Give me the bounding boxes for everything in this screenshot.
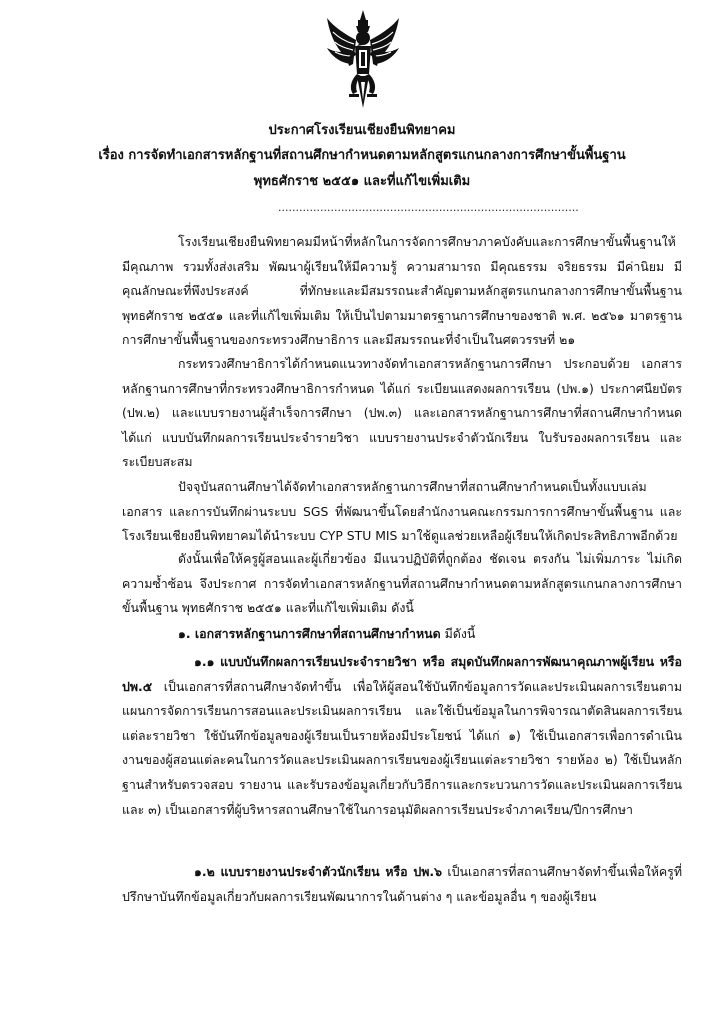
section-1-heading [122,622,682,647]
dotted-divider: ...................................................................................... [278,201,579,214]
section-1-2-text: เป็นเอกสารที่สถานศึกษาจัดทำขึ้นเพื่อให้ครูที่ปรึกษาบันทึกข้อมูลเกี่ยวกับผลการเรียนพัฒนาการในด้านต่าง ๆ และข้อมูลอื่น ๆ ของผู้เรียน [122,864,683,904]
section-1-1 [122,650,682,822]
paragraph-2 [122,352,682,475]
announcement-title: ประกาศโรงเรียนเชียงยืนพิทยาคม [268,123,456,138]
section-1-suffix: มีดังนี้ [440,626,476,641]
section-1-1-text: เป็นเอกสารที่สถานศึกษาจัดทำขึ้น เพื่อให้ผู้สอนใช้บันทึกข้อมูลการวัดและประเมินผลการเรียนตามแผนการจัดการเรียนการสอนและประเมินผลการเรียน และใช้เป็นข้อมูลในการพิจารณาตัดสินผลการเรียนแต่ละรายวิชา ใช้บันทึกข้อมูลของผู้เรียนเป็นรายห้องมีประโยชน์ ได้แก่ ๑) ใช้เป็นเอกสารเพื่อการดำเนินงานของผู้สอนแต่ละคนในการวัดและประเมินผลการเรียนของผู้เรียนแต่ละรายวิชา รายห้อง ๒) ใช้เป็นหลักฐานสำหรับตรวจสอบ รายงาน และรับรองข้อมูลเกี่ยวกับวิธีการและกระบวนการวัดและประเมินผลการเรียน และ ๓) เป็นเอกสารที่ผู้บริหารสถานศึกษาใช้ในการอนุมัติผลการเรียนประจำภาคเรียน/ปีการศึกษา [122,678,682,817]
paragraph-1 [122,230,682,353]
paragraph-4 [122,547,682,621]
section-1-1-title: ๑.๑ แบบบันทึกผลการเรียนประจำรายวิชา หรือ สมุดบันทึกผลการพัฒนาคุณภาพผู้เรียน หรือ ปพ.๕ [122,654,682,694]
announcement-edition: พุทธศักราช ๒๕๕๑ และที่แก้ไขเพิ่มเติม [253,174,471,189]
section-1-2-title: ๑.๒ แบบรายงานประจำตัวนักเรียน หรือ ปพ.๖ [194,864,442,879]
announcement-subject: เรื่อง การจัดทำเอกสารหลักฐานที่สถานศึกษากำหนดตามหลักสูตรแกนกลางการศึกษาขั้นพื้นฐาน [98,148,626,163]
paragraph-1-text: โรงเรียนเชียงยืนพิทยาคมมีหน้าที่หลักในการจัดการศึกษาภาคบังคับและการศึกษาขั้นพื้นฐานให้มีคุณภาพ รวมทั้งส่งเสริม พัฒนาผู้เรียนให้มีความรู้ ความสามารถ มีคุณธรรม จริยธรรม มีค่านิยม มีคุณลักษณะที่พึงประสงค์ ที่ทักษะและมีสมรรถนะสำคัญตามหลักสูตรแกนกลางการศึกษาขั้นพื้นฐาน พุทธศักราช ๒๕๕๑ และที่แก้ไขเพิ่มเติม ให้เป็นไปตามมาตรฐานการศึกษาของชาติ พ.ศ. ๒๕๖๑ มาตรฐานการศึกษาขั้นพื้นฐานของกระทรวงศึกษาธิการ และมีสมรรถนะที่จำเป็นในศตวรรษที่ ๒๑ [122,234,682,348]
section-1-2 [122,860,682,909]
paragraph-2-text: กระทรวงศึกษาธิการได้กำหนดแนวทางจัดทำเอกสารหลักฐานการศึกษา ประกอบด้วย เอกสารหลักฐานการศึกษาที่กระทรวงศึกษาธิการกำหนด ได้แก่ ระเบียนแสดงผลการเรียน (ปพ.๑) ประกาศนียบัตร (ปพ.๒) และแบบรายงานผู้สำเร็จการศึกษา (ปพ.๓) และเอกสารหลักฐานการศึกษาที่สถานศึกษากำหนด ได้แก่ แบบบันทึกผลการเรียนประจำรายวิชา แบบรายงานประจำตัวนักเรียน ใบรับรองผลการเรียน และระเบียบสะสม [122,356,682,470]
section-1-title: ๑. เอกสารหลักฐานการศึกษาที่สถานศึกษากำหนด [178,626,441,641]
garuda-emblem-icon [323,8,403,110]
paragraph-3-text: ปัจจุบันสถานศึกษาได้จัดทำเอกสารหลักฐานการศึกษาที่สถานศึกษากำหนดเป็นทั้งแบบเล่มเอกสาร และการบันทึกผ่านระบบ SGS ที่พัฒนาขึ้นโดยสำนักงานคณะกรรมการการศึกษาขั้นพื้นฐาน และโรงเรียนเชียงยืนพิทยาคมได้นำระบบ CYP STU MIS มาใช้ดูแลช่วยเหลือผู้เรียนให้เกิดประสิทธิภาพอีกด้วย [122,479,682,544]
paragraph-4-text: ดังนั้นเพื่อให้ครูผู้สอนและผู้เกี่ยวข้อง มีแนวปฏิบัติที่ถูกต้อง ชัดเจน ตรงกัน ไม่เพิ่มภาระ ไม่เกิดความซ้ำซ้อน จึงประกาศ การจัดทำเอกสารหลักฐานที่สถานศึกษากำหนดตามหลักสูตรแกนกลางการศึกษาขั้นพื้นฐาน พุทธศักราช ๒๕๕๑ และที่แก้ไขเพิ่มเติม ดังนี้ [122,551,682,616]
paragraph-3 [122,475,682,549]
